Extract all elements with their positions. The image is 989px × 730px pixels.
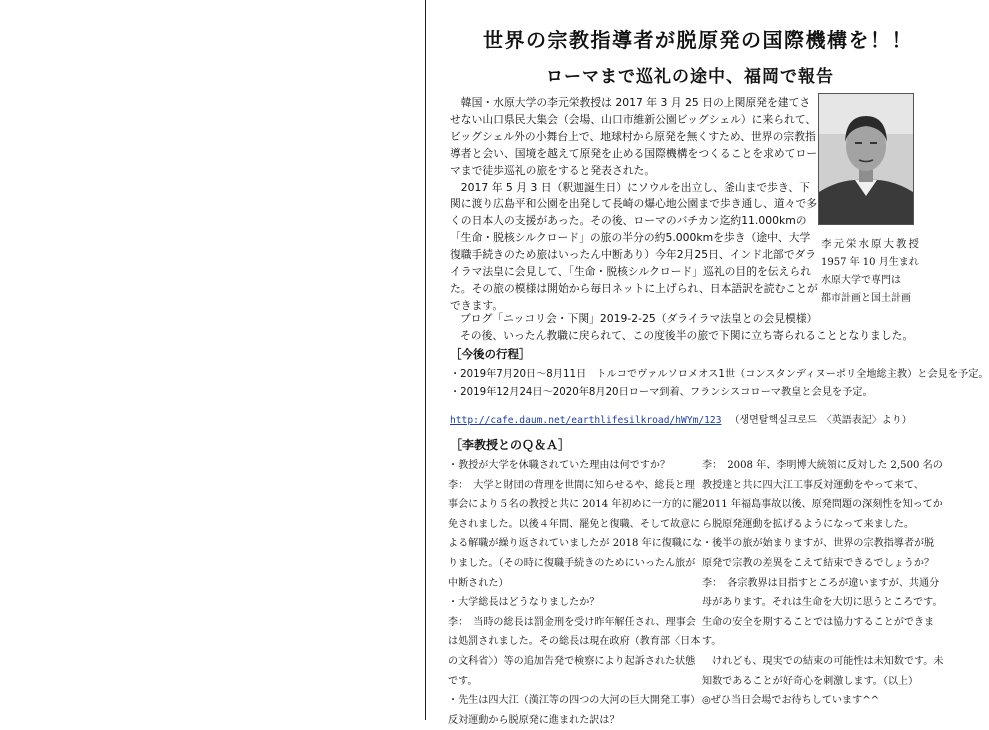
schedule-item: ・2019年7月20日～8月11日 トルコでヴァルソロメオス1世（コンスタンディヌーポリ全地総主教）と会見を予定。 <box>450 369 989 380</box>
qa-question: ・後半の旅が始まりますが、世界の宗教指導者が脱原発で宗教の差異をこえて結束できるでしょうか？ <box>702 538 935 569</box>
qa-question: ・先生は四大江（漢江等の四つの大河の巨大開発工事）反対運動から脱原発に進まれた訳は？ <box>448 695 701 726</box>
qa-heading: ［李教授とのＱ＆Ａ］ <box>450 438 571 452</box>
qa-question: ・大学総長はどうなりましたか？ <box>448 597 600 609</box>
qa-answer-continued: けれども、現実での結束の可能性は未知数です。未知数であることが好奇心を刺激します。（以上） <box>702 655 944 687</box>
qa-answer: 李： 当時の総長は罰金刑を受け昨年解任され、理事会は処罰されました。その総長は現在政府（教育部〈日本の文科省〉）等の追加告発で検察により起訴された状態です。 <box>448 616 701 687</box>
flyer-subtitle: ローマまで巡礼の途中、福岡で報告 <box>546 67 834 87</box>
blog-reference: ブログ「ニッコリ会・下関」2019-2-25（ダライラマ法皇との会見模様） <box>460 312 818 325</box>
caption-line: 水原大学で専門は <box>821 275 901 286</box>
intro-paragraph: 韓国・水原大学の李元栄教授は 2017 年 3 月 25 日の上関原発を建てさせない山口県民大集会（会場、山口市維新公園ビッグシェル）に来られて、ビッグシェル外の小舞台上で、地球村から原発を無くすため、世界の宗教指導者と会い、国境を越えて原発を止める国際機構をつくることを求めてローマまで徒歩巡礼の旅をすると発表された。 <box>450 96 818 177</box>
qa-answer: 李： 大学と財団の背理を世間に知らせるや、総長と理事会により５名の教授と共に 2014 年初めに一方的に罷免されました。以後４年間、罷免と復職、そして故意による解職が繰り返されていましたが 2018 年に復職になりました。（その時に復職手続きのためにいったん旅が中断された） <box>448 479 703 589</box>
qa-question: ・教授が大学を休職されていた理由は何ですか？ <box>448 460 671 471</box>
later-note: その後、いったん教職に戻られて、この度後半の旅で下関に立ち寄られることとなりました。 <box>460 329 914 342</box>
intro-paragraph: 2017 年 5 月 3 日（釈迦誕生日）にソウルを出立し、釜山まで歩き、下関に渡り広島平和公園を出発して長崎の爆心地公園まで歩き通し、道々で多くの日本人の支援があった。その後、ローマのバチカン迄約11.000kmの「生命・脱核シルクロード」の旅の半分の約5.000kmを歩き（途中、大学復職手続きのため旅はいったん中断あり）今年2月25日、インド北部でダライラマ法皇に会見して、「生命・脱核シルクロード」巡礼の目的を伝えられた。その旅の模様は開始から毎日ネットに上げられ、日本語訳を読むことができます。 <box>450 180 818 312</box>
caption-line: 都市計画と国土計画 <box>821 293 911 304</box>
closing-invitation: ◎ぜひ当日会場でお待ちしています^^ <box>702 695 880 707</box>
intro-text <box>450 95 820 315</box>
flyer-page <box>430 0 989 726</box>
qa-answer: 李： 各宗教界は目指すところが違いますが、共通分母があります。それは生命を大切に思うところです。生命の安全を期することでは協力することができます。 <box>702 577 943 648</box>
page-divider <box>425 0 426 720</box>
qa-answer: 李： 2008 年、李明博大統領に反対した 2,500 名の教授達と共に四大江工事反対運動をやって来て、2011 年福島事故以後、原発問題の深刻性を知ってから脱原発運動を拡げるようになって来ました。 <box>702 460 943 530</box>
portrait-image <box>819 94 913 224</box>
flyer-title: 世界の宗教指導者が脱原発の国際機構を！！ <box>483 28 913 52</box>
professor-photo <box>818 93 914 225</box>
qa-column-left <box>448 456 704 730</box>
schedule-item: ・2019年12月24日～2020年8月20日ローマ到着、フランシスコローマ教皇と会見を予定。 <box>450 387 873 398</box>
source-note: （생면탈핵실크로드 〈英語表記〉より） <box>729 415 912 426</box>
source-link[interactable]: http://cafe.daum.net/earthlifesilkroad/hWYm/123 <box>450 415 722 426</box>
schedule-heading: ［今後の行程］ <box>450 347 531 361</box>
qa-column-right <box>702 456 944 711</box>
photo-caption-name: 李元栄水原大教授 <box>821 238 921 250</box>
caption-line: 1957 年 10 月生まれ <box>821 257 919 268</box>
photo-caption <box>821 254 919 308</box>
source-row <box>450 411 912 426</box>
